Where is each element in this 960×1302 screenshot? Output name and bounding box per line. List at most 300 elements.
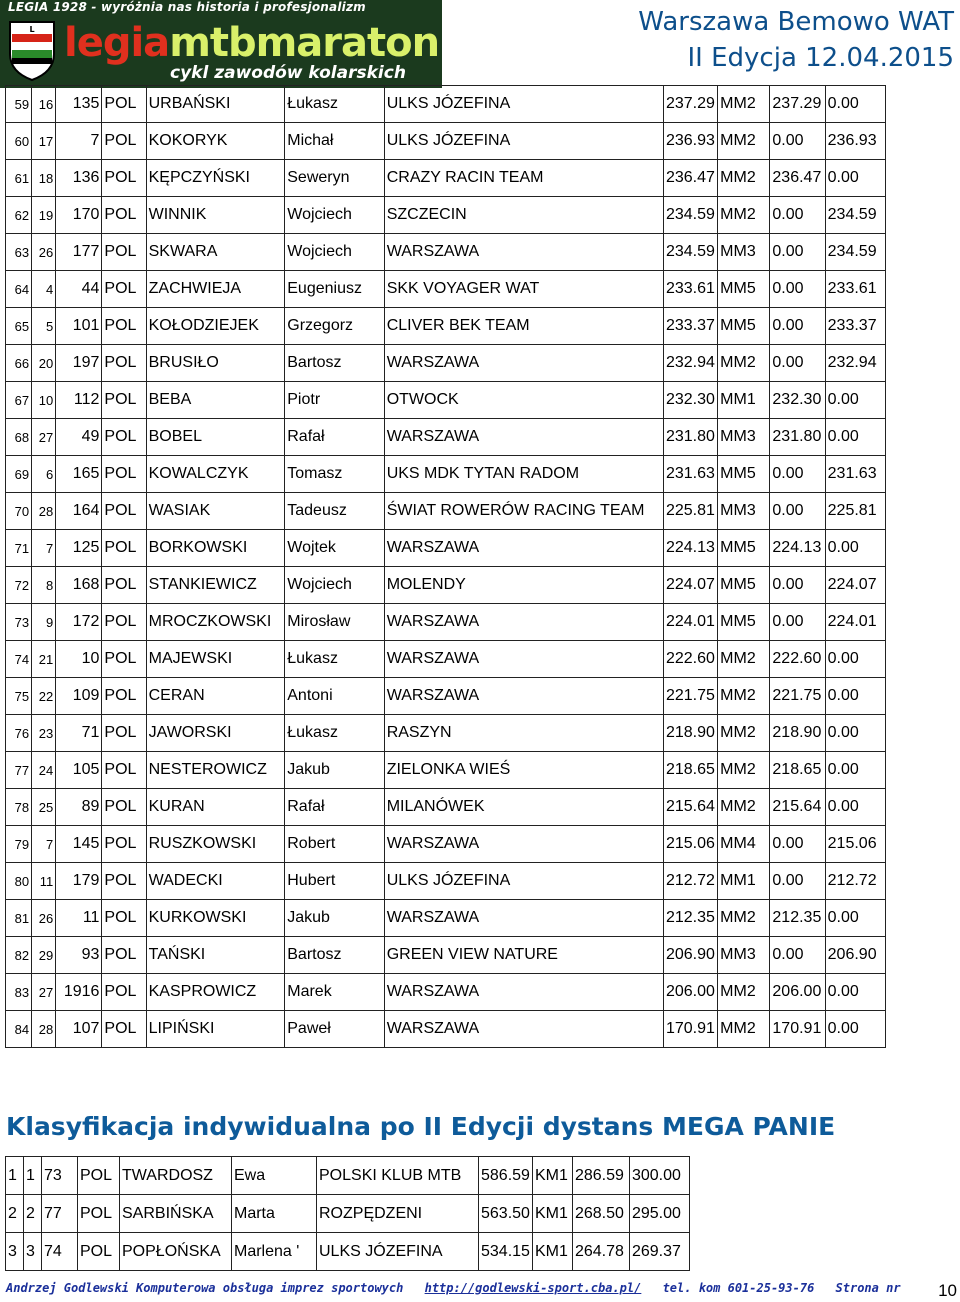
cell-points-edition-1: 264.78	[572, 1233, 629, 1271]
result-row	[6, 197, 886, 234]
result-row	[6, 345, 886, 382]
cell-points: 218.90	[663, 715, 717, 752]
cell-club: POLSKI KLUB MTB	[317, 1157, 479, 1195]
cell-points: 231.80	[663, 419, 717, 456]
cell-category-place: 7	[32, 530, 56, 567]
cell-points-edition-1: 218.65	[770, 752, 825, 789]
cell-last-name: ZACHWIEJA	[146, 271, 285, 308]
cell-category-place: 3	[24, 1233, 42, 1271]
cell-points: 233.61	[663, 271, 717, 308]
cell-bib-number: 168	[56, 567, 102, 604]
cell-bib-number: 44	[56, 271, 102, 308]
cell-points-edition-2: 215.06	[825, 826, 885, 863]
cell-points: 221.75	[663, 678, 717, 715]
result-row	[6, 160, 886, 197]
cell-category-place: 28	[32, 1011, 56, 1048]
cell-last-name: STANKIEWICZ	[146, 567, 285, 604]
cell-points-edition-2: 236.93	[825, 123, 885, 160]
cell-country: POL	[102, 456, 146, 493]
cell-points-edition-1: 0.00	[770, 456, 825, 493]
cell-points: 215.64	[663, 789, 717, 826]
cell-points-edition-1: 224.13	[770, 530, 825, 567]
cell-first-name: Hubert	[285, 863, 384, 900]
cell-place: 74	[6, 641, 32, 678]
cell-club: ULKS JÓZEFINA	[384, 863, 663, 900]
cell-points-edition-1: 0.00	[770, 345, 825, 382]
cell-last-name: KOKORYK	[146, 123, 285, 160]
cell-points-edition-1: 0.00	[770, 863, 825, 900]
cell-points-edition-2: 233.37	[825, 308, 885, 345]
result-row	[6, 308, 886, 345]
women-results-table	[5, 1156, 690, 1271]
cell-bib-number: 77	[42, 1195, 78, 1233]
result-row	[6, 974, 886, 1011]
cell-club: RASZYN	[384, 715, 663, 752]
cell-category: MM2	[718, 123, 770, 160]
result-row	[6, 567, 886, 604]
cell-points-edition-2: 234.59	[825, 197, 885, 234]
cell-category-place: 27	[32, 974, 56, 1011]
cell-bib-number: 107	[56, 1011, 102, 1048]
cell-category: MM1	[718, 863, 770, 900]
cell-category: MM2	[718, 1011, 770, 1048]
cell-bib-number: 89	[56, 789, 102, 826]
cell-category-place: 25	[32, 789, 56, 826]
event-info	[638, 4, 954, 76]
cell-last-name: BORKOWSKI	[146, 530, 285, 567]
cell-country: POL	[102, 641, 146, 678]
cell-category-place: 17	[32, 123, 56, 160]
result-row	[6, 604, 886, 641]
cell-category: KM1	[532, 1157, 572, 1195]
cell-points: 236.93	[663, 123, 717, 160]
cell-club: ZIELONKA WIEŚ	[384, 752, 663, 789]
footer-author: Andrzej Godlewski Komputerowa obsługa imprez sportowych	[6, 1281, 404, 1295]
result-row	[6, 234, 886, 271]
footer-website-link[interactable]: http://godlewski-sport.cba.pl/	[424, 1281, 642, 1295]
cell-bib-number: 197	[56, 345, 102, 382]
result-row	[6, 86, 886, 123]
cell-first-name: Rafał	[285, 789, 384, 826]
cell-points-edition-1: 0.00	[770, 567, 825, 604]
cell-country: POL	[102, 234, 146, 271]
cell-last-name: KOWALCZYK	[146, 456, 285, 493]
cell-last-name: KURAN	[146, 789, 285, 826]
cell-points: 236.47	[663, 160, 717, 197]
cell-club: WARSZAWA	[384, 826, 663, 863]
cell-category-place: 26	[32, 234, 56, 271]
cell-place: 61	[6, 160, 32, 197]
cell-category-place: 2	[24, 1195, 42, 1233]
cell-place: 59	[6, 86, 32, 123]
cell-last-name: KASPROWICZ	[146, 974, 285, 1011]
result-row	[6, 382, 886, 419]
cell-category: MM3	[718, 937, 770, 974]
cell-place: 69	[6, 456, 32, 493]
cell-category-place: 19	[32, 197, 56, 234]
cell-points-edition-2: 232.94	[825, 345, 885, 382]
cell-last-name: MROCZKOWSKI	[146, 604, 285, 641]
cell-bib-number: 7	[56, 123, 102, 160]
cell-club: WARSZAWA	[384, 234, 663, 271]
cell-first-name: Piotr	[285, 382, 384, 419]
cell-category: MM3	[718, 234, 770, 271]
cell-points-edition-1: 232.30	[770, 382, 825, 419]
cell-category: MM5	[718, 567, 770, 604]
cell-points-edition-2: 0.00	[825, 530, 885, 567]
cell-bib-number: 172	[56, 604, 102, 641]
cell-first-name: Wojciech	[285, 197, 384, 234]
cell-first-name: Mirosław	[285, 604, 384, 641]
cell-points: 215.06	[663, 826, 717, 863]
logo-slogan: LEGIA 1928 - wyróżnia nas historia i profesjonalizm	[8, 0, 366, 14]
cell-country: POL	[102, 493, 146, 530]
cell-category-place: 23	[32, 715, 56, 752]
cell-place: 64	[6, 271, 32, 308]
cell-bib-number: 93	[56, 937, 102, 974]
cell-category: MM2	[718, 160, 770, 197]
cell-country: POL	[102, 863, 146, 900]
cell-last-name: BOBEL	[146, 419, 285, 456]
result-row	[6, 789, 886, 826]
cell-points: 212.72	[663, 863, 717, 900]
cell-country: POL	[102, 308, 146, 345]
cell-place: 71	[6, 530, 32, 567]
cell-points: 206.00	[663, 974, 717, 1011]
cell-club: CRAZY RACIN TEAM	[384, 160, 663, 197]
cell-first-name: Wojciech	[285, 234, 384, 271]
cell-first-name: Marlena '	[232, 1233, 317, 1271]
cell-place: 82	[6, 937, 32, 974]
result-row	[6, 863, 886, 900]
cell-category: MM5	[718, 604, 770, 641]
result-row	[6, 456, 886, 493]
cell-category-place: 26	[32, 900, 56, 937]
cell-club: UKS MDK TYTAN RADOM	[384, 456, 663, 493]
cell-bib-number: 177	[56, 234, 102, 271]
cell-category-place: 28	[32, 493, 56, 530]
cell-points-edition-2: 0.00	[825, 382, 885, 419]
cell-bib-number: 105	[56, 752, 102, 789]
cell-points: 534.15	[479, 1233, 533, 1271]
page-header	[0, 0, 960, 90]
cell-points: 206.90	[663, 937, 717, 974]
result-row	[6, 715, 886, 752]
cell-first-name: Łukasz	[285, 641, 384, 678]
cell-bib-number: 179	[56, 863, 102, 900]
cell-category: MM4	[718, 826, 770, 863]
cell-place: 83	[6, 974, 32, 1011]
cell-country: POL	[102, 530, 146, 567]
event-name: Warszawa Bemowo WAT	[638, 7, 954, 37]
svg-text:L: L	[29, 25, 35, 34]
cell-category-place: 20	[32, 345, 56, 382]
cell-place: 75	[6, 678, 32, 715]
cell-bib-number: 112	[56, 382, 102, 419]
cell-place: 63	[6, 234, 32, 271]
cell-points: 231.63	[663, 456, 717, 493]
cell-country: POL	[78, 1233, 120, 1271]
result-row	[6, 826, 886, 863]
cell-category: MM5	[718, 271, 770, 308]
cell-category: MM2	[718, 900, 770, 937]
cell-first-name: Michał	[285, 123, 384, 160]
cell-last-name: BRUSIŁO	[146, 345, 285, 382]
cell-points-edition-1: 0.00	[770, 493, 825, 530]
cell-category: MM3	[718, 419, 770, 456]
women-result-row	[6, 1195, 690, 1233]
cell-last-name: KURKOWSKI	[146, 900, 285, 937]
page-number: 10	[938, 1281, 957, 1300]
cell-last-name: KĘPCZYŃSKI	[146, 160, 285, 197]
cell-last-name: WADECKI	[146, 863, 285, 900]
cell-place: 65	[6, 308, 32, 345]
cell-country: POL	[102, 604, 146, 641]
cell-category-place: 21	[32, 641, 56, 678]
cell-points-edition-2: 0.00	[825, 1011, 885, 1048]
cell-category: MM5	[718, 308, 770, 345]
cell-last-name: URBAŃSKI	[146, 86, 285, 123]
cell-bib-number: 71	[56, 715, 102, 752]
cell-last-name: JAWORSKI	[146, 715, 285, 752]
section-title: Klasyfikacja indywidualna po II Edycji dystans MEGA PANIE	[6, 1112, 836, 1141]
cell-country: POL	[102, 123, 146, 160]
cell-points-edition-1: 0.00	[770, 234, 825, 271]
cell-category: MM2	[718, 678, 770, 715]
result-row	[6, 900, 886, 937]
result-row	[6, 641, 886, 678]
cell-bib-number: 164	[56, 493, 102, 530]
cell-first-name: Grzegorz	[285, 308, 384, 345]
cell-points-edition-2: 0.00	[825, 641, 885, 678]
cell-country: POL	[102, 715, 146, 752]
cell-place: 62	[6, 197, 32, 234]
cell-first-name: Rafał	[285, 419, 384, 456]
cell-club: WARSZAWA	[384, 345, 663, 382]
cell-first-name: Tomasz	[285, 456, 384, 493]
cell-club: SZCZECIN	[384, 197, 663, 234]
cell-category-place: 7	[32, 826, 56, 863]
cell-points-edition-1: 0.00	[770, 123, 825, 160]
cell-country: POL	[102, 197, 146, 234]
cell-points-edition-1: 236.47	[770, 160, 825, 197]
cell-country: POL	[102, 382, 146, 419]
cell-category-place: 24	[32, 752, 56, 789]
cell-last-name: LIPIŃSKI	[146, 1011, 285, 1048]
cell-country: POL	[78, 1157, 120, 1195]
cell-club: OTWOCK	[384, 382, 663, 419]
cell-points-edition-2: 0.00	[825, 86, 885, 123]
cell-bib-number: 10	[56, 641, 102, 678]
cell-points-edition-1: 237.29	[770, 86, 825, 123]
cell-points-edition-2: 225.81	[825, 493, 885, 530]
cell-points-edition-1: 0.00	[770, 937, 825, 974]
result-row	[6, 271, 886, 308]
cell-bib-number: 49	[56, 419, 102, 456]
cell-club: CLIVER BEK TEAM	[384, 308, 663, 345]
cell-category-place: 27	[32, 419, 56, 456]
cell-last-name: RUSZKOWSKI	[146, 826, 285, 863]
cell-bib-number: 170	[56, 197, 102, 234]
cell-bib-number: 109	[56, 678, 102, 715]
cell-bib-number: 135	[56, 86, 102, 123]
cell-category-place: 6	[32, 456, 56, 493]
cell-points-edition-1: 286.59	[572, 1157, 629, 1195]
cell-place: 81	[6, 900, 32, 937]
cell-last-name: CERAN	[146, 678, 285, 715]
cell-points: 232.30	[663, 382, 717, 419]
cell-points-edition-1: 221.75	[770, 678, 825, 715]
cell-club: MILANÓWEK	[384, 789, 663, 826]
cell-club: WARSZAWA	[384, 900, 663, 937]
cell-first-name: Łukasz	[285, 715, 384, 752]
cell-country: POL	[102, 900, 146, 937]
cell-country: POL	[102, 1011, 146, 1048]
cell-club: MOLENDY	[384, 567, 663, 604]
cell-first-name: Łukasz	[285, 86, 384, 123]
cell-category: MM2	[718, 86, 770, 123]
cell-country: POL	[102, 826, 146, 863]
cell-club: WARSZAWA	[384, 604, 663, 641]
cell-country: POL	[78, 1195, 120, 1233]
result-row	[6, 123, 886, 160]
cell-category: MM2	[718, 715, 770, 752]
cell-bib-number: 101	[56, 308, 102, 345]
cell-first-name: Jakub	[285, 900, 384, 937]
cell-points-edition-2: 224.01	[825, 604, 885, 641]
cell-last-name: TAŃSKI	[146, 937, 285, 974]
cell-last-name: SKWARA	[146, 234, 285, 271]
footer-page-label: Strona nr	[835, 1281, 901, 1295]
cell-first-name: Robert	[285, 826, 384, 863]
cell-category-place: 16	[32, 86, 56, 123]
women-result-row	[6, 1157, 690, 1195]
cell-place: 73	[6, 604, 32, 641]
cell-country: POL	[102, 974, 146, 1011]
cell-points-edition-1: 0.00	[770, 197, 825, 234]
cell-bib-number: 125	[56, 530, 102, 567]
cell-points-edition-2: 233.61	[825, 271, 885, 308]
cell-last-name: WINNIK	[146, 197, 285, 234]
cell-first-name: Antoni	[285, 678, 384, 715]
cell-points: 218.65	[663, 752, 717, 789]
cell-points-edition-1: 222.60	[770, 641, 825, 678]
cell-place: 66	[6, 345, 32, 382]
results-table	[5, 85, 886, 1048]
cell-points-edition-2: 295.00	[629, 1195, 689, 1233]
cell-points-edition-2: 269.37	[629, 1233, 689, 1271]
cell-points: 234.59	[663, 234, 717, 271]
cell-place: 2	[6, 1195, 24, 1233]
event-edition-date: II Edycja 12.04.2015	[687, 43, 954, 73]
cell-country: POL	[102, 678, 146, 715]
cell-points: 237.29	[663, 86, 717, 123]
cell-points-edition-1: 0.00	[770, 826, 825, 863]
cell-last-name: KOŁODZIEJEK	[146, 308, 285, 345]
cell-place: 67	[6, 382, 32, 419]
cell-points-edition-2: 0.00	[825, 160, 885, 197]
cell-points: 233.37	[663, 308, 717, 345]
cell-category-place: 9	[32, 604, 56, 641]
cell-place: 68	[6, 419, 32, 456]
cell-category-place: 10	[32, 382, 56, 419]
cell-points: 563.50	[479, 1195, 533, 1233]
cell-category: MM2	[718, 197, 770, 234]
cell-first-name: Eugeniusz	[285, 271, 384, 308]
cell-points-edition-1: 268.50	[572, 1195, 629, 1233]
cell-points-edition-2: 0.00	[825, 715, 885, 752]
cell-points-edition-2: 0.00	[825, 900, 885, 937]
cell-place: 70	[6, 493, 32, 530]
cell-club: WARSZAWA	[384, 530, 663, 567]
cell-last-name: BEBA	[146, 382, 285, 419]
cell-category-place: 22	[32, 678, 56, 715]
cell-points: 225.81	[663, 493, 717, 530]
cell-points-edition-1: 215.64	[770, 789, 825, 826]
cell-points-edition-2: 206.90	[825, 937, 885, 974]
cell-category: KM1	[532, 1195, 572, 1233]
cell-points: 170.91	[663, 1011, 717, 1048]
cell-points-edition-1: 170.91	[770, 1011, 825, 1048]
cell-category: MM2	[718, 641, 770, 678]
cell-first-name: Bartosz	[285, 345, 384, 382]
cell-category: MM5	[718, 456, 770, 493]
cell-place: 76	[6, 715, 32, 752]
result-row	[6, 493, 886, 530]
cell-points-edition-1: 206.00	[770, 974, 825, 1011]
cell-club: WARSZAWA	[384, 678, 663, 715]
cell-club: WARSZAWA	[384, 419, 663, 456]
cell-points-edition-1: 231.80	[770, 419, 825, 456]
footer-phone: tel. kom 601-25-93-76	[662, 1281, 815, 1295]
cell-place: 77	[6, 752, 32, 789]
cell-points-edition-2: 234.59	[825, 234, 885, 271]
cell-points: 224.07	[663, 567, 717, 604]
cell-last-name: NESTEROWICZ	[146, 752, 285, 789]
cell-place: 80	[6, 863, 32, 900]
cell-points: 212.35	[663, 900, 717, 937]
cell-category: MM5	[718, 530, 770, 567]
cell-category: MM1	[718, 382, 770, 419]
cell-last-name: POPŁOŃSKA	[120, 1233, 232, 1271]
cell-club: WARSZAWA	[384, 974, 663, 1011]
result-row	[6, 937, 886, 974]
women-result-row	[6, 1233, 690, 1271]
cell-first-name: Paweł	[285, 1011, 384, 1048]
cell-points: 224.13	[663, 530, 717, 567]
cell-club: ŚWIAT ROWERÓW RACING TEAM	[384, 493, 663, 530]
cell-points-edition-1: 212.35	[770, 900, 825, 937]
cell-bib-number: 145	[56, 826, 102, 863]
cell-points: 222.60	[663, 641, 717, 678]
cell-points-edition-2: 224.07	[825, 567, 885, 604]
cell-category-place: 1	[24, 1157, 42, 1195]
cell-points-edition-2: 300.00	[629, 1157, 689, 1195]
cell-points: 586.59	[479, 1157, 533, 1195]
cell-points-edition-2: 0.00	[825, 974, 885, 1011]
cell-place: 1	[6, 1157, 24, 1195]
cell-category: MM3	[718, 493, 770, 530]
cell-bib-number: 136	[56, 160, 102, 197]
cell-country: POL	[102, 567, 146, 604]
cell-country: POL	[102, 419, 146, 456]
cell-points-edition-1: 0.00	[770, 604, 825, 641]
result-row	[6, 530, 886, 567]
cell-first-name: Wojtek	[285, 530, 384, 567]
cell-bib-number: 74	[42, 1233, 78, 1271]
cell-place: 79	[6, 826, 32, 863]
cell-country: POL	[102, 271, 146, 308]
